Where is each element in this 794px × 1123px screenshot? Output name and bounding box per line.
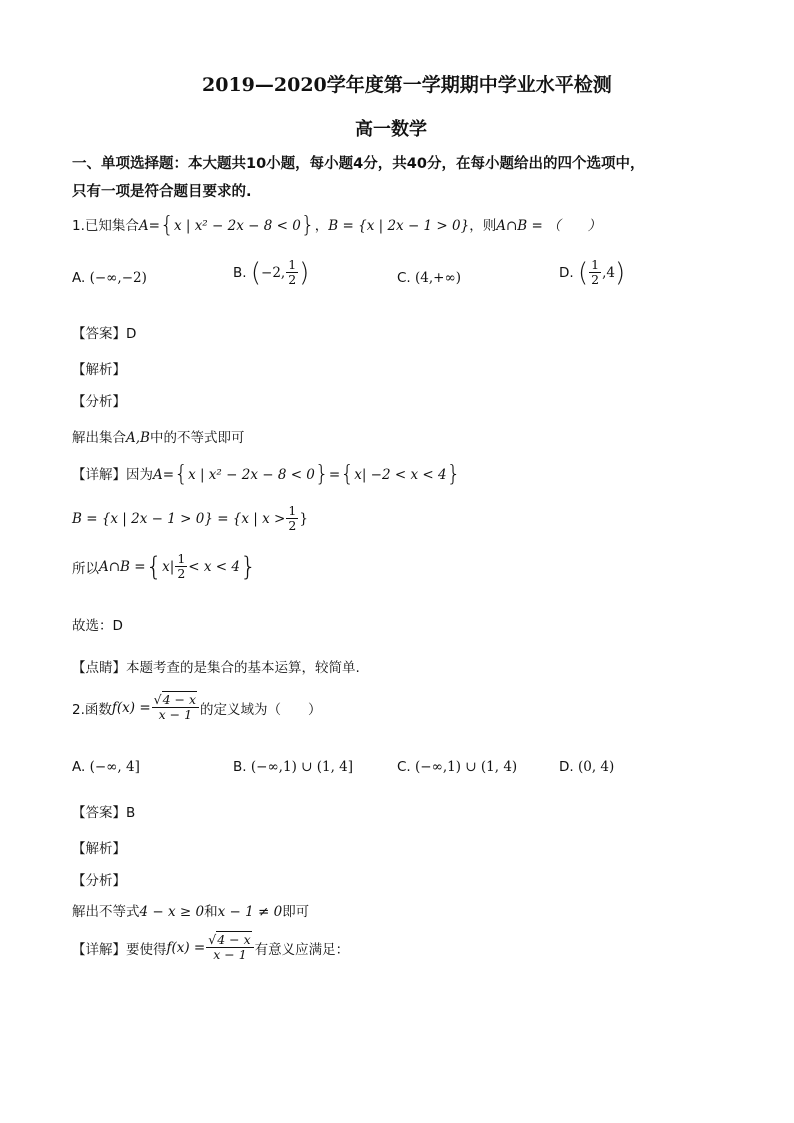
frac-den: x − 1 — [158, 707, 193, 723]
option-label: C. — [397, 270, 411, 286]
q1-detail-line1 — [72, 463, 461, 486]
answer-value: D — [126, 326, 137, 342]
q2-option-c[interactable] — [397, 759, 517, 775]
q1-suffix: ，则 — [469, 218, 497, 234]
option-label: A. — [72, 759, 86, 775]
detail-tail: 有意义应满足： — [254, 941, 350, 958]
option-value: −2, — [261, 264, 286, 281]
detail-text: 要使得 — [126, 941, 167, 958]
answer-value: B — [126, 805, 136, 821]
fenxi-ineq1: 4 − x ≥ 0 — [139, 904, 205, 920]
frac-den: 2 — [177, 566, 186, 582]
q2-fx: f(x) = — [111, 699, 151, 716]
q1-comment — [72, 656, 360, 676]
page-subtitle: 高一数学 — [355, 119, 427, 140]
option-value: (4,+∞) — [415, 270, 461, 286]
q1-fenxi-tag: 【分析】 — [72, 394, 126, 410]
detail-tag: 【详解】 — [72, 941, 126, 958]
left-brace: { — [174, 462, 189, 487]
left-brace: { — [159, 213, 174, 238]
q1-option-b[interactable] — [233, 258, 309, 288]
fraction-half — [286, 258, 298, 288]
eq-equals: = — [328, 467, 341, 483]
q1-option-d[interactable] — [559, 258, 625, 288]
option-value: (−∞,1) ∪ (1, 4) — [415, 759, 518, 775]
answer-tag: 【答案】 — [72, 326, 126, 342]
fraction-half — [175, 552, 187, 582]
q2-fraction — [152, 693, 199, 723]
frac-den: 2 — [288, 272, 297, 288]
q2-suffix: 的定义域为（ ） — [200, 701, 322, 718]
q1-fenxi — [72, 426, 244, 446]
frac-num: 1 — [288, 257, 297, 272]
section-heading-line1: 一、单项选择题：本大题共10小题，每小题4分，共40分，在每小题给出的四个选项中， — [72, 156, 645, 172]
frac-den: 2 — [288, 518, 297, 534]
sqrt-content: 4 − x — [162, 692, 197, 707]
eq-tail: < x < 4 — [188, 558, 240, 575]
option-label: D. — [559, 759, 574, 775]
q2-answer — [72, 801, 135, 821]
option-value: (−∞,−2) — [89, 270, 147, 286]
q2-option-b[interactable] — [233, 759, 353, 775]
answer-tag: 【答案】 — [72, 805, 126, 821]
q2-option-d[interactable] — [559, 759, 614, 775]
q2-fenxi-tag: 【分析】 — [72, 873, 126, 889]
q2-detail — [72, 933, 349, 963]
option-value: (−∞,1) ∪ (1, 4] — [250, 759, 354, 775]
frac-den: 2 — [591, 272, 600, 288]
fenxi-ineq2: x − 1 ≠ 0 — [217, 904, 283, 920]
q1-prefix: 1.已知集合 — [72, 218, 139, 234]
option-label: B. — [233, 759, 247, 775]
right-brace: } — [446, 462, 461, 487]
option-label: D. — [559, 264, 574, 281]
left-paren: ( — [577, 257, 589, 288]
q1-stem: 1.已知集合A={x | x² − 2x − 8 < 0}，B = {x | 2x − 1 > 0}，则A∩B = （ ） — [72, 213, 602, 238]
q1-choose: 故选：D — [72, 618, 123, 634]
option-value: ,4 — [602, 264, 615, 281]
q2-stem — [72, 693, 322, 723]
frac-num: 1 — [288, 503, 297, 518]
fraction-half — [589, 258, 601, 288]
q1-setA-inner: x | x² − 2x − 8 < 0 — [173, 218, 301, 234]
q2-option-a[interactable] — [72, 759, 140, 775]
detail-prefix: 所以 — [72, 560, 99, 577]
q2-prefix: 2.函数 — [72, 701, 112, 718]
sqrt-content: 4 − x — [217, 932, 251, 947]
option-label: B. — [233, 264, 247, 281]
option-value: (−∞, 4] — [89, 759, 140, 775]
section-heading-line2: 只有一项是符合题目要求的. — [72, 184, 252, 200]
fenxi-text: 解出集合 — [72, 430, 126, 446]
q1-setA: A= — [138, 218, 160, 234]
detail-text: 因为 — [126, 467, 153, 483]
q1-detail-line2 — [72, 504, 308, 534]
q2-fenxi — [72, 900, 309, 920]
q1-option-c[interactable] — [397, 270, 461, 286]
frac-num: 1 — [177, 551, 186, 566]
q1-answer — [72, 322, 136, 342]
fenxi-text: 解出不等式 — [72, 904, 140, 920]
eq-lhs: B = {x | 2x − 1 > 0} = {x | x > — [72, 510, 286, 527]
eq-inner: x| −2 < x < 4 — [354, 467, 447, 483]
option-value: (0, 4) — [577, 759, 615, 775]
option-label: A. — [72, 270, 86, 286]
right-brace: } — [239, 551, 257, 582]
q2-fraction — [206, 933, 253, 963]
q1-option-a[interactable] — [72, 270, 147, 286]
page-title: 2019—2020学年度第一学期期中学业水平检测 — [202, 74, 612, 96]
frac-num: 1 — [591, 257, 600, 272]
fenxi-tail: 即可 — [282, 904, 310, 920]
q1-setB: B = {x | 2x − 1 > 0} — [328, 218, 470, 234]
frac-num: √4 − x — [152, 693, 199, 708]
q2-analysis-tag: 【解析】 — [72, 841, 126, 857]
comment-text: 本题考查的是集合的基本运算，较简单. — [126, 660, 360, 676]
right-brace: } — [300, 213, 315, 238]
fenxi-tail: 中的不等式即可 — [149, 430, 245, 446]
q1-detail-line3 — [72, 552, 257, 582]
frac-num: √4 − x — [206, 933, 253, 948]
eq-lhs: A∩B = — [99, 558, 146, 575]
option-label: C. — [397, 759, 411, 775]
eq-inner: x | x² − 2x − 8 < 0 — [188, 467, 315, 483]
q1-analysis-tag: 【解析】 — [72, 362, 126, 378]
comment-tag: 【点睛】 — [72, 660, 126, 676]
q1-intersect: A∩B = （ ） — [496, 218, 602, 234]
right-paren: ) — [299, 257, 310, 288]
left-brace: { — [145, 551, 163, 582]
fenxi-vars: A,B — [126, 430, 150, 446]
q2-fx: f(x) = — [166, 939, 206, 956]
eq-rhs: } — [299, 510, 308, 527]
frac-den: x − 1 — [213, 947, 247, 963]
fraction-half — [286, 504, 298, 534]
right-paren: ) — [614, 257, 626, 288]
left-brace: { — [340, 462, 355, 487]
left-paren: ( — [250, 257, 262, 288]
fenxi-and: 和 — [204, 904, 218, 920]
right-brace: } — [314, 462, 329, 487]
eq-var: x| — [162, 558, 175, 575]
eq-lhs: A= — [153, 467, 175, 483]
detail-tag: 【详解】 — [72, 467, 126, 483]
